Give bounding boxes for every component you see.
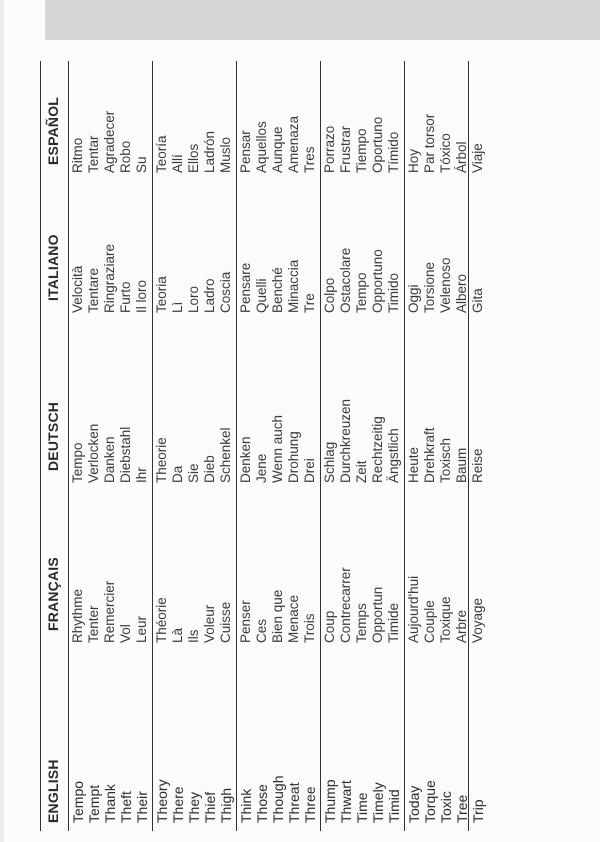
word-english: Thigh [218, 787, 234, 823]
word-francais: Ils [186, 629, 201, 643]
word-deutsch: Ängstlich [386, 428, 401, 483]
word-francais: Voyage [470, 597, 485, 643]
word-espanol: Tóxico [438, 133, 453, 173]
word-francais: Aujourd'hui [406, 575, 421, 643]
word-english: Threat [286, 782, 302, 823]
word-deutsch: Drehkraft [422, 427, 437, 483]
group-5 [406, 651, 486, 831]
word-francais: Cuisse [218, 601, 233, 643]
word-deutsch: Schenkel [218, 427, 233, 483]
word-english: Those [254, 784, 270, 823]
word-deutsch: Wenn auch [270, 414, 285, 483]
group-1 [70, 491, 150, 651]
vocabulary-table [40, 61, 486, 831]
header-english: ENGLISH [45, 759, 61, 823]
word-espanol: Aunque [270, 126, 285, 173]
word-francais: Menace [286, 594, 301, 643]
word-francais: Remercier [102, 580, 117, 643]
word-deutsch: Diebstahl [118, 426, 133, 483]
word-italiano: Velocità [70, 265, 85, 313]
word-espanol: Aquellos [254, 121, 269, 173]
word-francais: Rhythme [70, 588, 85, 643]
group-5 [406, 491, 486, 651]
column-deutsch [40, 321, 485, 491]
word-espanol: Pensar [238, 130, 253, 173]
word-espanol: Viaje [470, 143, 485, 173]
word-francais: Voleur [202, 604, 217, 643]
word-espanol: Tres [302, 146, 317, 173]
group-1 [70, 651, 150, 831]
word-deutsch: Drei [302, 458, 317, 483]
word-deutsch: Baum [454, 447, 469, 483]
group-1 [70, 321, 150, 491]
group-3 [238, 491, 318, 651]
word-english: Three [302, 786, 318, 823]
word-deutsch: Verlocken [86, 423, 101, 483]
word-english: Thief [202, 791, 218, 823]
word-italiano: Tempo [354, 272, 369, 313]
word-francais: Temps [354, 603, 369, 643]
group-2 [154, 61, 234, 181]
group-2 [154, 491, 234, 651]
word-espanol: Ritmo [70, 137, 85, 173]
word-espanol: Su [134, 156, 149, 173]
word-english: Torque [422, 780, 438, 823]
word-english: Thump [322, 779, 338, 823]
group-1 [70, 181, 150, 321]
word-espanol: Agradecer [102, 110, 117, 173]
word-espanol: Tiempo [354, 128, 369, 173]
group-4 [322, 61, 402, 181]
word-english: Though [270, 775, 286, 823]
word-english: Tempo [70, 780, 86, 823]
word-italiano: Pensare [238, 262, 253, 313]
word-espanol: Par torsor [422, 113, 437, 173]
column-francais [40, 491, 485, 651]
word-espanol: Porrazo [322, 125, 337, 173]
word-english: Trip [470, 799, 486, 823]
word-espanol: Robo [118, 140, 133, 173]
word-espanol: Ladrón [202, 130, 217, 173]
word-espanol: Tímido [386, 131, 401, 173]
word-italiano: Velenoso [438, 257, 453, 313]
word-deutsch: Jene [254, 453, 269, 483]
word-francais: Leur [134, 615, 149, 643]
word-english: Their [134, 791, 150, 823]
word-francais: Couple [422, 600, 437, 643]
word-francais: Vol [118, 624, 133, 643]
word-deutsch: Dieb [202, 455, 217, 483]
group-5 [406, 321, 486, 491]
word-francais: Arbre [454, 609, 469, 643]
word-italiano: Furto [118, 281, 133, 313]
word-deutsch: Rechtzeitig [370, 416, 385, 483]
word-deutsch: Reise [470, 448, 485, 483]
column-espanol [40, 61, 485, 181]
word-english: Thank [102, 784, 118, 823]
header-espanol: ESPAÑOL [45, 96, 61, 165]
word-espanol: Muslo [218, 136, 233, 173]
word-italiano: Quelli [254, 278, 269, 313]
group-3 [238, 651, 318, 831]
word-deutsch: Da [170, 465, 185, 483]
column-italiano [40, 181, 485, 321]
group-4 [322, 181, 402, 321]
word-english: Thwart [338, 780, 354, 823]
word-english: Tree [454, 794, 470, 823]
group-2 [154, 181, 234, 321]
word-francais: Toxique [438, 596, 453, 643]
word-italiano: Lì [170, 301, 185, 313]
word-francais: Timide [386, 602, 401, 643]
word-italiano: Coscia [218, 271, 233, 313]
word-deutsch: Ihr [134, 467, 149, 483]
word-espanol: Tentar [86, 135, 101, 173]
word-english: Tempt [86, 784, 102, 823]
word-deutsch: Schlag [322, 441, 337, 483]
word-italiano: Loro [186, 285, 201, 313]
word-deutsch: Tempo [70, 442, 85, 483]
word-espanol: Hoy [406, 148, 421, 173]
group-2 [154, 321, 234, 491]
word-italiano: Gita [470, 288, 485, 313]
word-italiano: Tre [302, 293, 317, 313]
group-3 [238, 321, 318, 491]
word-italiano: Albero [454, 273, 469, 313]
word-italiano: Timido [386, 272, 401, 313]
word-espanol: Amenaza [286, 115, 301, 173]
word-italiano: Benché [270, 267, 285, 313]
group-2 [154, 651, 234, 831]
word-italiano: Colpo [322, 277, 337, 313]
word-francais: Là [170, 627, 185, 643]
word-francais: Tenter [86, 605, 101, 643]
group-5 [406, 181, 486, 321]
word-italiano: Ostacolare [338, 247, 353, 313]
word-francais: Théorie [154, 597, 169, 643]
word-italiano: Opportuno [370, 249, 385, 313]
header-italiano: ITALIANO [45, 234, 61, 301]
word-francais: Penser [238, 600, 253, 643]
word-deutsch: Durchkreuzen [338, 398, 353, 483]
word-espanol: Ellos [186, 143, 201, 173]
word-italiano: Tentare [86, 267, 101, 313]
word-francais: Coup [322, 610, 337, 643]
group-4 [322, 321, 402, 491]
word-english: Time [354, 792, 370, 823]
word-english: Today [406, 785, 422, 823]
header-deutsch: DEUTSCH [45, 401, 61, 471]
group-5 [406, 61, 486, 181]
word-deutsch: Danken [102, 436, 117, 483]
column-english [40, 651, 486, 831]
word-deutsch: Drohung [286, 431, 301, 483]
word-italiano: Ringraziare [102, 243, 117, 313]
word-francais: Ces [254, 618, 269, 643]
word-english: Think [238, 788, 254, 823]
header-francais: FRANÇAIS [45, 557, 61, 631]
word-english: Timid [386, 789, 402, 823]
word-italiano: Minaccia [286, 259, 301, 313]
page-edge [0, 0, 4, 842]
word-francais: Opportun [370, 586, 385, 643]
word-francais: Trois [302, 613, 317, 643]
word-francais: Bien que [270, 589, 285, 643]
word-deutsch: Denken [238, 436, 253, 483]
word-espanol: Árbol [454, 141, 469, 173]
group-4 [322, 651, 402, 831]
word-francais: Contrecarrer [338, 567, 353, 643]
word-deutsch: Sie [186, 463, 201, 483]
group-3 [238, 61, 318, 181]
word-italiano: Teoria [154, 276, 169, 313]
word-deutsch: Theorie [154, 437, 169, 483]
word-espanol: Oportuno [370, 116, 385, 173]
top-gray-band [45, 0, 600, 40]
group-1 [70, 61, 150, 181]
word-english: Theft [118, 791, 134, 823]
word-english: Toxic [438, 791, 454, 823]
word-italiano: Oggi [406, 284, 421, 313]
group-3 [238, 181, 318, 321]
word-deutsch: Toxisch [438, 437, 453, 483]
word-english: Theory [154, 779, 170, 823]
word-espanol: Frustrar [338, 125, 353, 173]
word-italiano: Ladro [202, 278, 217, 313]
word-italiano: Il loro [134, 279, 149, 313]
word-espanol: Allí [170, 154, 185, 173]
word-italiano: Torsione [422, 261, 437, 313]
group-4 [322, 491, 402, 651]
word-deutsch: Heute [406, 446, 421, 483]
word-deutsch: Zeit [354, 460, 369, 483]
word-english: They [186, 791, 202, 823]
word-english: There [170, 786, 186, 823]
word-english: Timely [370, 782, 386, 823]
word-espanol: Teoría [154, 135, 169, 173]
